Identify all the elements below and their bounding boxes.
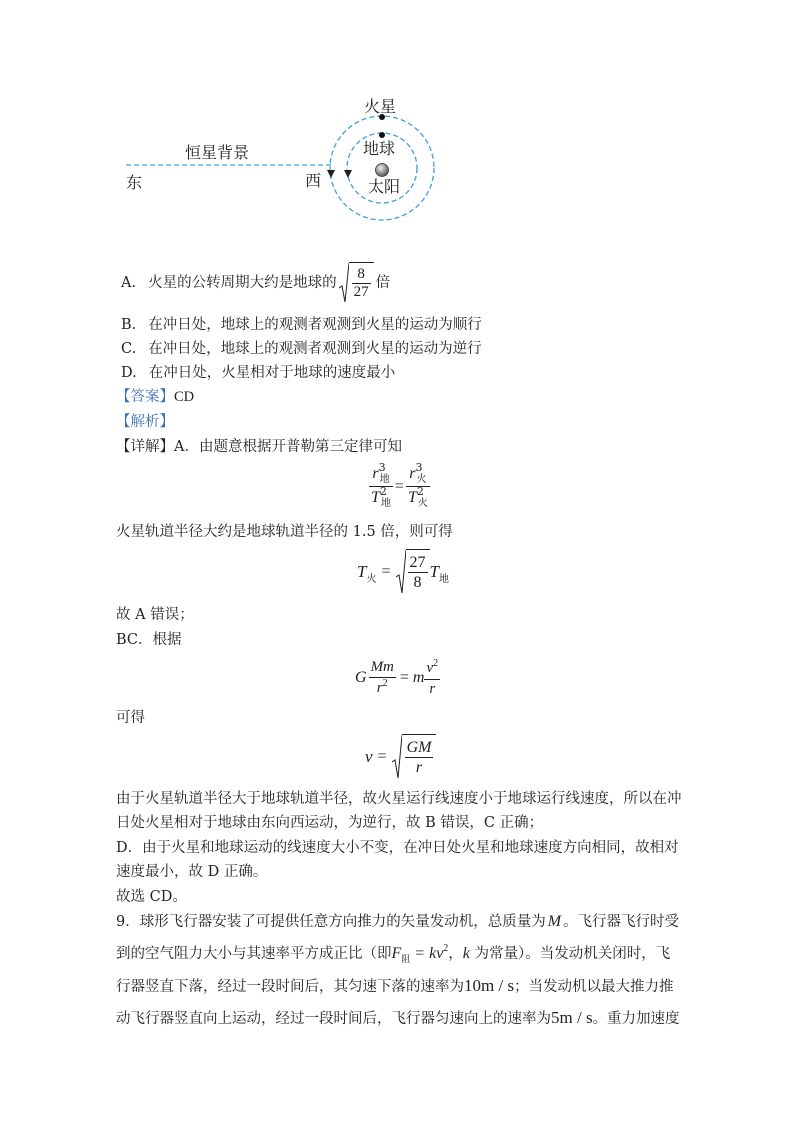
option-text: 在冲日处，地球上的观测者观测到火星的运动为逆行	[148, 341, 482, 357]
detail-line-2	[116, 522, 453, 542]
earth-orbit-arrow-icon	[344, 170, 352, 178]
math-token: 动飞行器竖直向上运动，经过一段时间后，飞行器匀速向上的速率为	[116, 1011, 551, 1027]
question-9-line-2	[116, 944, 670, 966]
option-letter: D.	[121, 365, 137, 381]
detail-line-8	[116, 838, 679, 858]
math-token: 地	[379, 474, 390, 485]
math-token: 故 A 错误；	[116, 607, 194, 623]
math-token: 为常量）。当发动机关闭时，飞	[469, 946, 671, 962]
sqrt-fraction	[339, 262, 374, 304]
math-token: =	[381, 563, 391, 580]
math-token: k	[462, 945, 470, 962]
option-c	[121, 339, 482, 359]
math-token: 火	[417, 498, 428, 509]
math-token: 火	[416, 474, 427, 485]
math-token: 27	[409, 554, 426, 571]
math-token: 由于火星轨道半径大于地球轨道半径，故火星运行线速度小于地球运行线速度，所以在冲	[116, 791, 682, 807]
math-token: T	[429, 562, 439, 581]
option-d	[121, 363, 395, 383]
math-token: 3	[378, 461, 386, 474]
detail-line-3	[116, 605, 194, 625]
math-token: 故选 CD。	[116, 889, 187, 905]
math-token: T	[407, 489, 417, 506]
math-token: 2	[382, 677, 388, 689]
math-token: T	[357, 562, 367, 581]
math-token: m	[412, 669, 425, 686]
analysis-line	[116, 412, 174, 432]
math-token: 3	[415, 461, 423, 474]
math-token: 火星轨道半径大约是地球轨道半径的 1.5 倍，则可得	[116, 524, 453, 540]
option-letter: A.	[121, 275, 137, 291]
math-token: 地	[438, 573, 449, 585]
equation-period	[357, 548, 449, 596]
math-token: =	[377, 748, 387, 765]
math-token: F	[391, 945, 402, 962]
math-token: 2	[433, 657, 439, 669]
math-token: 2	[416, 485, 424, 498]
math-token: 。重力加速度	[592, 1011, 680, 1027]
math-token: 到的空气阻力大小与其速率平方成正比（即	[116, 946, 392, 962]
math-token: 速度最小，故 D 正确。	[116, 864, 268, 880]
option-a	[121, 262, 390, 304]
equation-kepler	[369, 463, 430, 510]
earth-dot	[379, 132, 385, 138]
equation-velocity	[365, 733, 436, 781]
math-token: 日处火星相对于地球由东向西运动，为逆行，故 B 错误，C 正确；	[116, 815, 544, 831]
math-token: r	[376, 679, 383, 696]
math-token: v	[426, 659, 434, 676]
math-token: r	[429, 680, 436, 697]
question-9-line-3	[116, 976, 674, 997]
frac-denominator: 27	[353, 284, 369, 300]
detail-line-7	[116, 813, 543, 833]
math-token: 行器竖直下落，经过一段时间后，其匀速下落的速率为	[116, 979, 464, 995]
sqrt-icon	[339, 262, 349, 304]
math-token: 可得	[116, 710, 145, 726]
equation-gravity	[355, 656, 440, 700]
background-label: 恒星背景	[185, 143, 250, 162]
math-token: G	[355, 669, 367, 686]
math-token: 。飞行器飞行时受	[563, 914, 680, 930]
math-token: =	[394, 477, 404, 495]
math-token: 2	[443, 943, 449, 954]
option-text: 在冲日处，火星相对于地球的速度最小	[148, 365, 396, 381]
math-token: v	[365, 747, 373, 766]
east-label: 东	[126, 173, 143, 192]
math-token: 10m / s	[464, 976, 515, 995]
question-9-line-4	[116, 1008, 680, 1029]
math-token: M	[547, 913, 562, 930]
math-token: 5m / s	[551, 1008, 593, 1027]
option-letter: B.	[121, 317, 137, 333]
math-token: r	[415, 759, 423, 776]
sun-label: 太阳	[368, 177, 401, 196]
west-label: 西	[305, 171, 322, 190]
mars-label: 火星	[364, 97, 397, 116]
detail-line-10	[116, 887, 187, 907]
mars-orbit-arrow-icon	[327, 170, 335, 178]
math-token: 8	[413, 574, 422, 591]
sun-icon	[376, 164, 389, 177]
sqrt-icon	[392, 734, 402, 780]
math-token: =	[399, 669, 409, 686]
frac-numerator: 8	[352, 266, 371, 284]
detail-line-6	[116, 789, 682, 809]
analysis-tag: 【解析】	[116, 414, 174, 430]
math-token: 9．球形飞行器安装了可提供任意方向推力的矢量发动机，总质量为	[116, 914, 546, 930]
math-token: T	[371, 489, 380, 506]
detail-text: A．由题意根据开普勒第三定律可知	[174, 439, 402, 455]
option-letter: C.	[121, 341, 137, 357]
option-suffix: 倍	[375, 275, 391, 291]
sqrt-icon	[396, 549, 406, 595]
answer-line	[116, 387, 194, 407]
option-text: 在冲日处，地球上的观测者观测到火星的运动为顺行	[148, 317, 482, 333]
math-token: r	[409, 465, 416, 482]
detail-line-1	[116, 437, 402, 457]
detail-tag: 【详解】	[116, 439, 174, 455]
option-b	[121, 315, 482, 335]
answer-tag: 【答案】	[116, 389, 174, 405]
answer-value: CD	[174, 389, 195, 405]
math-token: 2	[379, 485, 387, 498]
math-token: BC．根据	[116, 632, 182, 648]
question-9-line-1	[116, 912, 679, 932]
math-token: Mm	[369, 658, 396, 678]
math-token: ；当发动机以最大推力推	[514, 979, 674, 995]
math-token: = kv	[410, 945, 444, 962]
math-token: ，	[448, 946, 463, 962]
orbit-diagram	[110, 90, 450, 230]
math-token: r	[372, 465, 379, 482]
earth-label: 地球	[363, 139, 396, 158]
detail-line-9	[116, 862, 267, 882]
math-token: GM	[406, 739, 432, 756]
math-token: 地	[380, 498, 391, 509]
math-token: 阻	[401, 955, 411, 965]
math-token: 火	[366, 573, 377, 585]
option-text: 火星的公转周期大约是地球的	[148, 275, 337, 291]
detail-line-5	[116, 708, 145, 728]
math-token: D．由于火星和地球运动的线速度大小不变，在冲日处火星和地球速度方向相同，故相对	[116, 840, 679, 856]
detail-line-4	[116, 630, 182, 650]
